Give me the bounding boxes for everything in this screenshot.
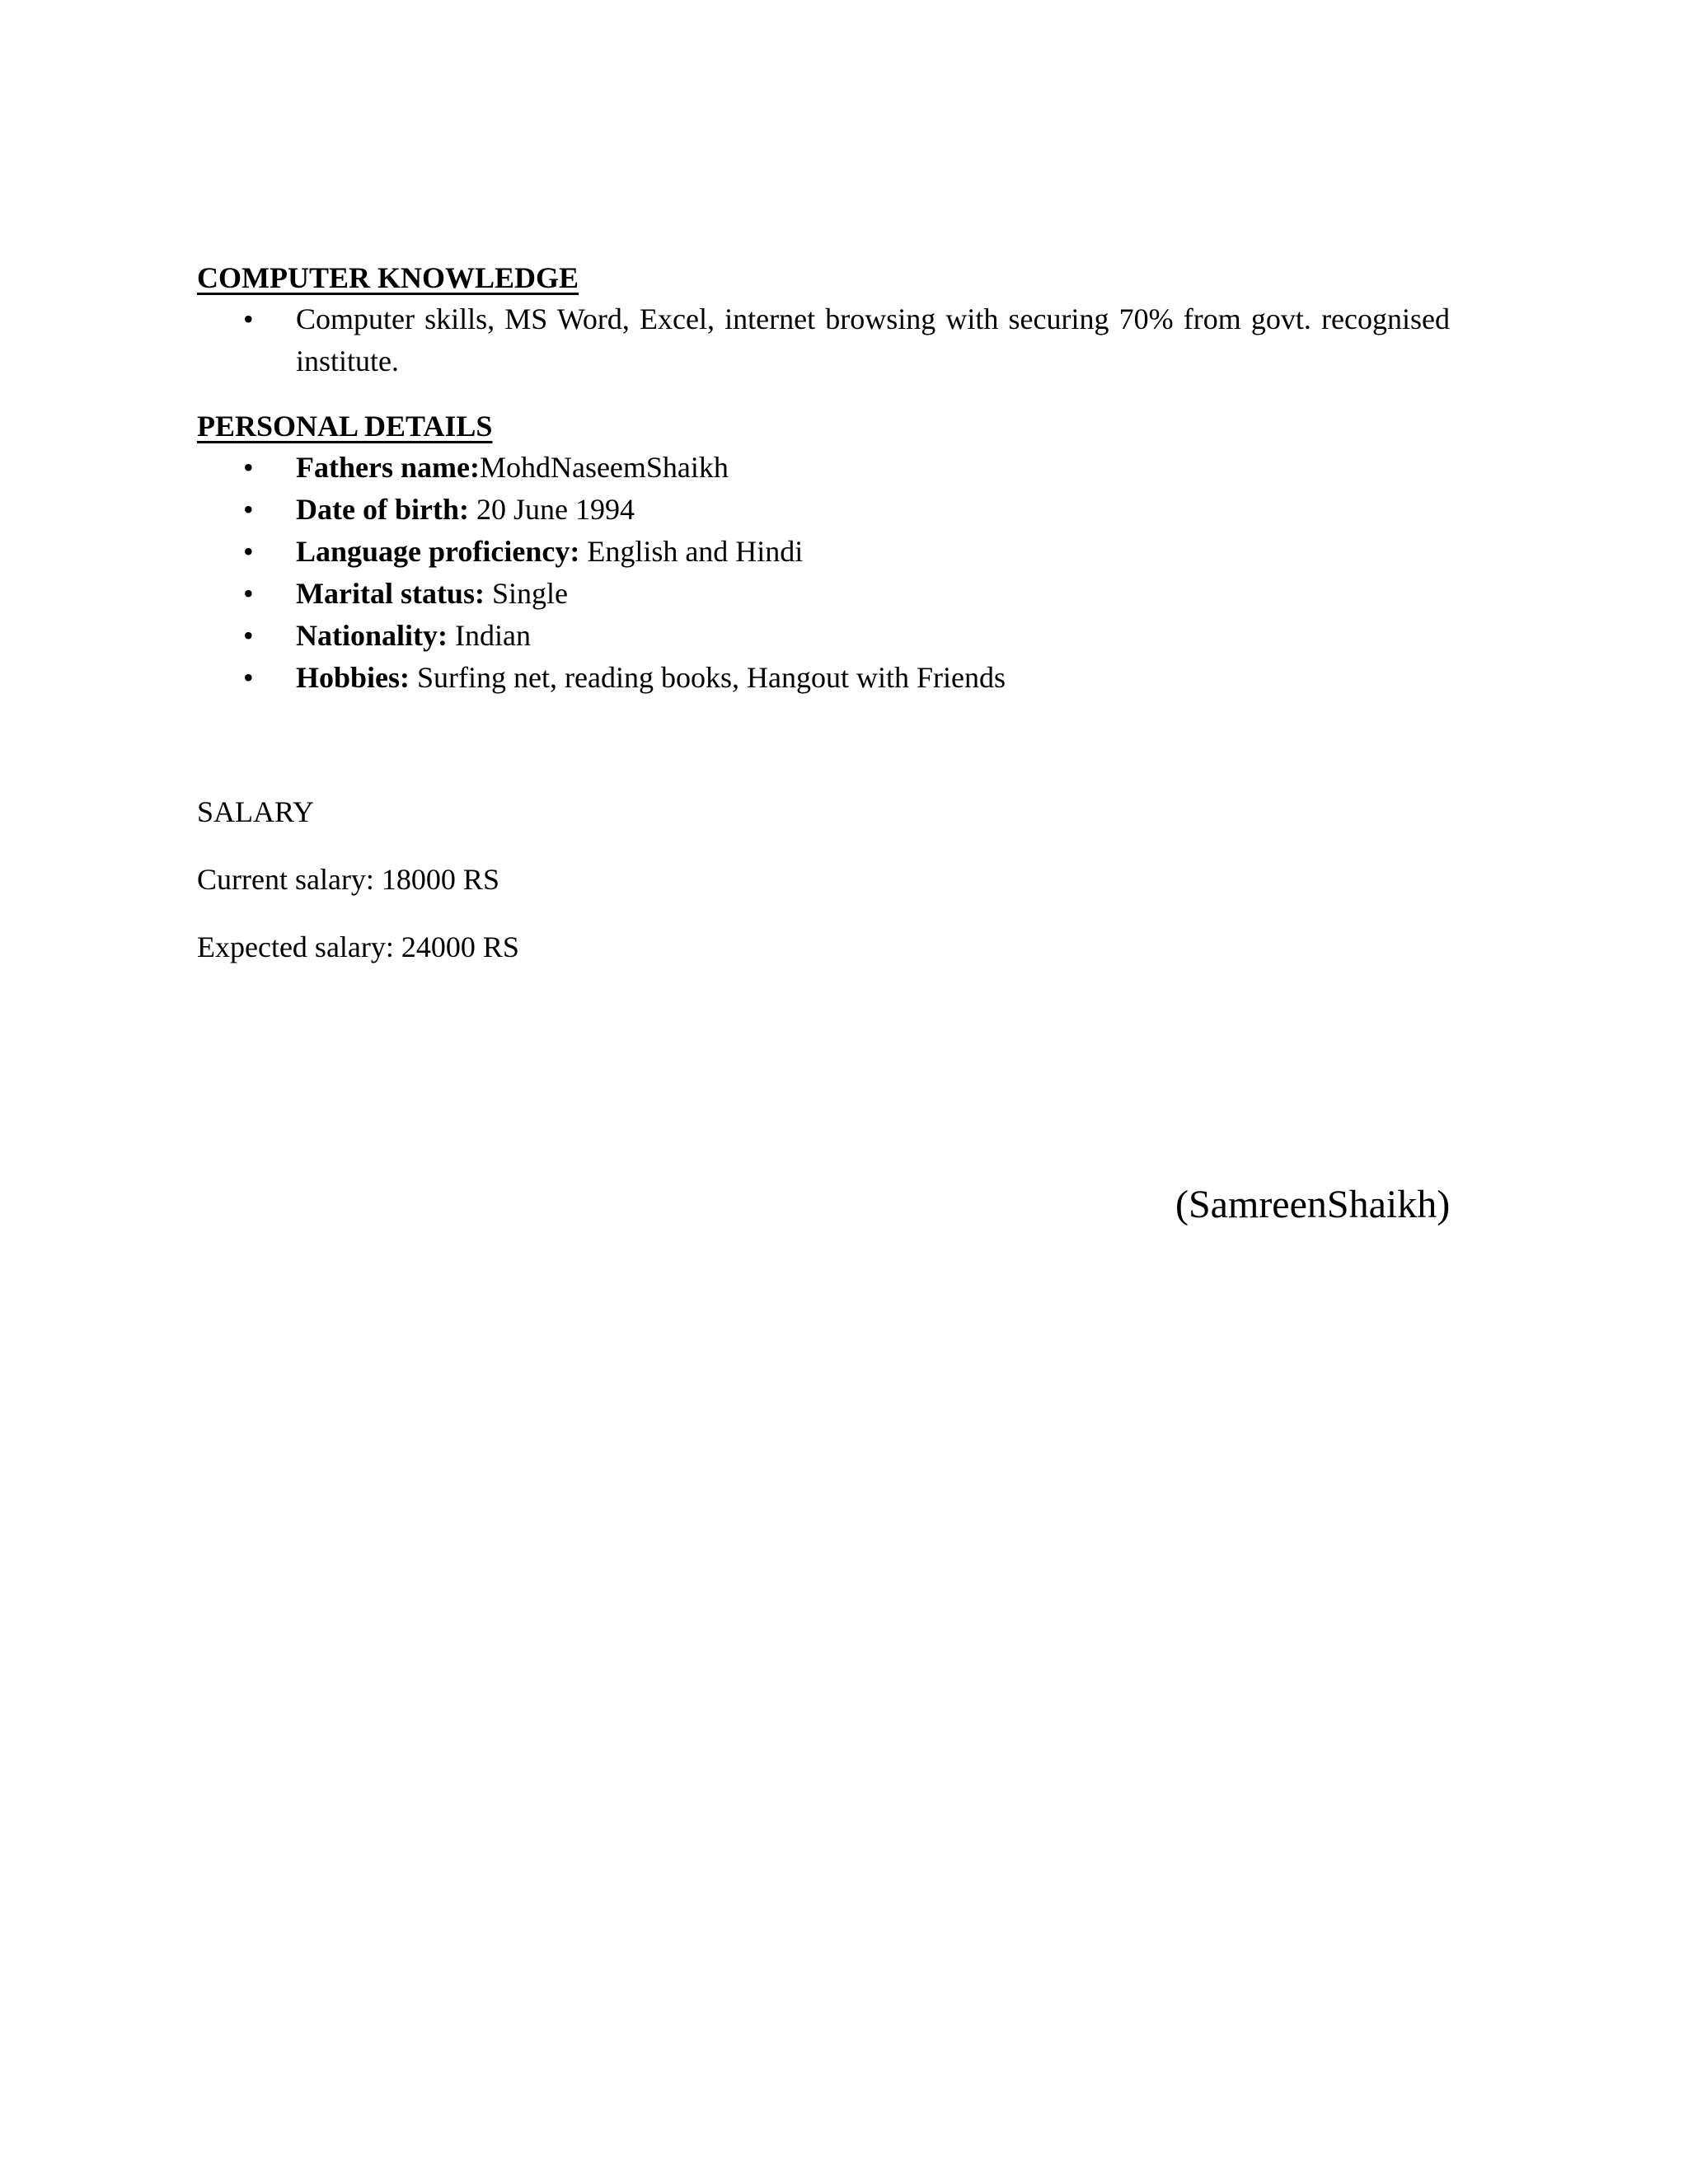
nationality-label: Nationality: <box>296 619 448 652</box>
fathers-name-label: Fathers name: <box>296 451 480 484</box>
signature-name: (SamreenShaikh) <box>1175 1183 1451 1226</box>
list-item <box>197 573 1483 615</box>
list-item <box>197 531 1483 573</box>
bullet-icon: • <box>243 661 254 694</box>
date-of-birth-label: Date of birth: <box>296 493 469 526</box>
hobbies-label: Hobbies: <box>296 661 410 694</box>
fathers-name-value: MohdNaseemShaikh <box>479 451 729 484</box>
list-item <box>197 447 1483 489</box>
bullet-icon: • <box>243 619 254 652</box>
computer-knowledge-heading: COMPUTER KNOWLEDGE <box>197 261 579 294</box>
computer-knowledge-list <box>197 298 1450 382</box>
salary-heading: SALARY <box>197 795 315 828</box>
bullet-icon: • <box>243 535 254 568</box>
expected-salary: Expected salary: 24000 RS <box>197 930 519 963</box>
current-salary: Current salary: 18000 RS <box>197 863 499 896</box>
bullet-icon: • <box>243 577 254 610</box>
date-of-birth-value: 20 June 1994 <box>468 493 635 526</box>
bullet-icon: • <box>243 493 254 526</box>
personal-details-heading: PERSONAL DETAILS <box>197 410 493 443</box>
list-item <box>197 489 1483 531</box>
bullet-icon: • <box>243 302 254 335</box>
bullet-icon: • <box>243 451 254 484</box>
marital-status-label: Marital status: <box>296 577 485 610</box>
computer-skill-text: Computer skills, MS Word, Excel, internet browsing with securing 70% from govt. recognised institute. <box>296 302 1450 377</box>
list-item <box>197 615 1483 657</box>
personal-details-list <box>197 447 1483 699</box>
language-proficiency-value: English and Hindi <box>579 535 804 568</box>
list-item <box>197 298 1450 382</box>
language-proficiency-label: Language proficiency: <box>296 535 580 568</box>
nationality-value: Indian <box>448 619 531 652</box>
hobbies-value: Surfing net, reading books, Hangout with Friends <box>410 661 1006 694</box>
marital-status-value: Single <box>484 577 568 610</box>
list-item <box>197 657 1483 699</box>
resume-content <box>197 257 1483 968</box>
